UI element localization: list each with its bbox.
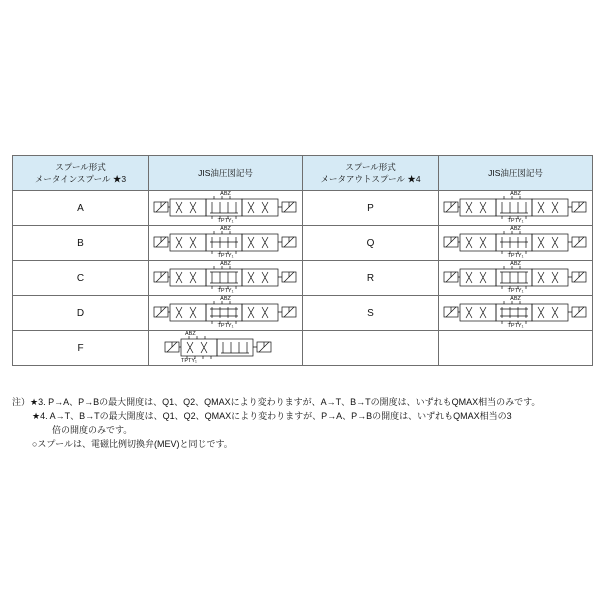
jis-symbol-meter-in bbox=[149, 226, 303, 261]
port-label-bottom: TPTY₁ bbox=[217, 287, 234, 294]
spool-code-meter-out: S bbox=[303, 296, 439, 331]
table-row bbox=[13, 331, 593, 366]
table-header bbox=[13, 156, 593, 191]
port-label-top: ABZ bbox=[510, 296, 521, 302]
note-item-1: ★3. P→A、P→Bの最大開度は、Q1、Q2、QMAXにより変わりますが、A→T、B→Tの開度は、いずれもQMAX相当のみです。 bbox=[30, 397, 541, 407]
jis-symbol-meter-in bbox=[149, 191, 303, 226]
valve-symbol-2pos-icon bbox=[163, 333, 275, 363]
port-label-bottom: TPTY₁ bbox=[217, 252, 234, 259]
valve-symbol-3pos-icon bbox=[442, 228, 590, 258]
port-label-top: ABZ bbox=[185, 331, 196, 337]
header-line1: スプール形式 bbox=[55, 161, 106, 172]
symbol-wrapper bbox=[149, 331, 316, 365]
port-label-bottom: TPTY₁ bbox=[217, 322, 234, 329]
header-line1: JIS油圧図記号 bbox=[198, 167, 253, 178]
spool-code-meter-in: D bbox=[13, 296, 149, 331]
table-header-row bbox=[13, 156, 593, 191]
port-label-top: ABZ bbox=[220, 261, 231, 267]
symbol-wrapper bbox=[439, 191, 592, 225]
port-label-top: ABZ bbox=[510, 261, 521, 267]
jis-symbol-meter-out-empty bbox=[439, 331, 593, 366]
valve-symbol-3pos-icon bbox=[152, 263, 300, 293]
note-row-3 bbox=[12, 424, 588, 438]
symbol-wrapper bbox=[149, 261, 302, 295]
valve-symbol-3pos-icon bbox=[152, 298, 300, 328]
note-item-2: ★4. A→T、B→Tの最大開度は、Q1、Q2、QMAXにより変わりますが、P→A、P→Bの開度は、いずれもQMAX相当の3 bbox=[32, 410, 512, 421]
spool-code-meter-in: A bbox=[13, 191, 149, 226]
note-row-2 bbox=[12, 410, 588, 424]
port-label-bottom: TPTY₁ bbox=[507, 322, 524, 329]
jis-symbol-meter-in bbox=[149, 331, 303, 366]
symbol-wrapper bbox=[149, 226, 302, 260]
header-meter-out-spool-type bbox=[303, 156, 439, 191]
symbol-wrapper bbox=[149, 296, 302, 330]
port-label-top: ABZ bbox=[220, 191, 231, 197]
spool-code-meter-out: R bbox=[303, 261, 439, 296]
header-line2: メータアウトスプール bbox=[320, 174, 405, 184]
note-item-3: 倍の開度のみです。 bbox=[52, 424, 133, 435]
port-label-top: ABZ bbox=[510, 191, 521, 197]
port-label-bottom: TPTY₁ bbox=[181, 357, 197, 364]
port-label-bottom: TPTY₁ bbox=[217, 217, 234, 224]
symbol-wrapper bbox=[439, 296, 592, 330]
notes-block bbox=[12, 396, 588, 452]
symbol-wrapper bbox=[439, 261, 592, 295]
note-row-4 bbox=[12, 438, 588, 452]
header-line1: スプール形式 bbox=[345, 161, 396, 172]
port-label-top: ABZ bbox=[220, 296, 231, 302]
jis-symbol-meter-out bbox=[439, 296, 593, 331]
note-row-1 bbox=[12, 396, 588, 410]
spool-code-meter-out: P bbox=[303, 191, 439, 226]
header-jis-symbol-right bbox=[439, 156, 593, 191]
port-label-bottom: TPTY₁ bbox=[507, 287, 524, 294]
symbol-wrapper bbox=[439, 226, 592, 260]
valve-symbol-3pos-icon bbox=[442, 298, 590, 328]
spool-code-meter-in: C bbox=[13, 261, 149, 296]
header-line2-wrap bbox=[303, 173, 438, 185]
table-row bbox=[13, 296, 593, 331]
valve-symbol-3pos-icon bbox=[442, 263, 590, 293]
spool-code-meter-out: Q bbox=[303, 226, 439, 261]
spool-code-meter-in: B bbox=[13, 226, 149, 261]
header-line2-wrap bbox=[13, 173, 148, 185]
valve-symbol-3pos-icon bbox=[152, 228, 300, 258]
header-jis-symbol-left bbox=[149, 156, 303, 191]
jis-symbol-meter-out bbox=[439, 191, 593, 226]
jis-symbol-meter-out bbox=[439, 226, 593, 261]
header-star-4: ★4 bbox=[407, 174, 421, 184]
spool-type-table bbox=[12, 155, 593, 366]
spool-code-meter-out bbox=[303, 331, 439, 366]
table-row bbox=[13, 261, 593, 296]
table-row bbox=[13, 226, 593, 261]
jis-symbol-meter-out bbox=[439, 261, 593, 296]
jis-symbol-meter-in bbox=[149, 261, 303, 296]
header-star-3: ★3 bbox=[112, 174, 127, 184]
note-item-4: ○スプールは、電磁比例切換弁(MEV)と同じです。 bbox=[32, 438, 233, 449]
header-meter-in-spool-type bbox=[13, 156, 149, 191]
port-label-top: ABZ bbox=[510, 226, 521, 232]
jis-symbol-meter-in bbox=[149, 296, 303, 331]
header-line1: JIS油圧図記号 bbox=[488, 167, 543, 178]
symbol-wrapper bbox=[149, 191, 302, 225]
notes-label: 注） bbox=[12, 397, 31, 407]
valve-symbol-3pos-icon bbox=[152, 193, 300, 223]
valve-symbol-svg bbox=[163, 333, 275, 363]
valve-symbol-3pos-icon bbox=[442, 193, 590, 223]
header-line2: メータインスプール bbox=[34, 174, 111, 184]
table-body bbox=[13, 191, 593, 366]
spool-code-meter-in: F bbox=[13, 331, 149, 366]
port-label-top: ABZ bbox=[220, 226, 231, 232]
table-row bbox=[13, 191, 593, 226]
port-label-bottom: TPTY₁ bbox=[507, 252, 524, 259]
port-label-bottom: TPTY₁ bbox=[507, 217, 524, 224]
